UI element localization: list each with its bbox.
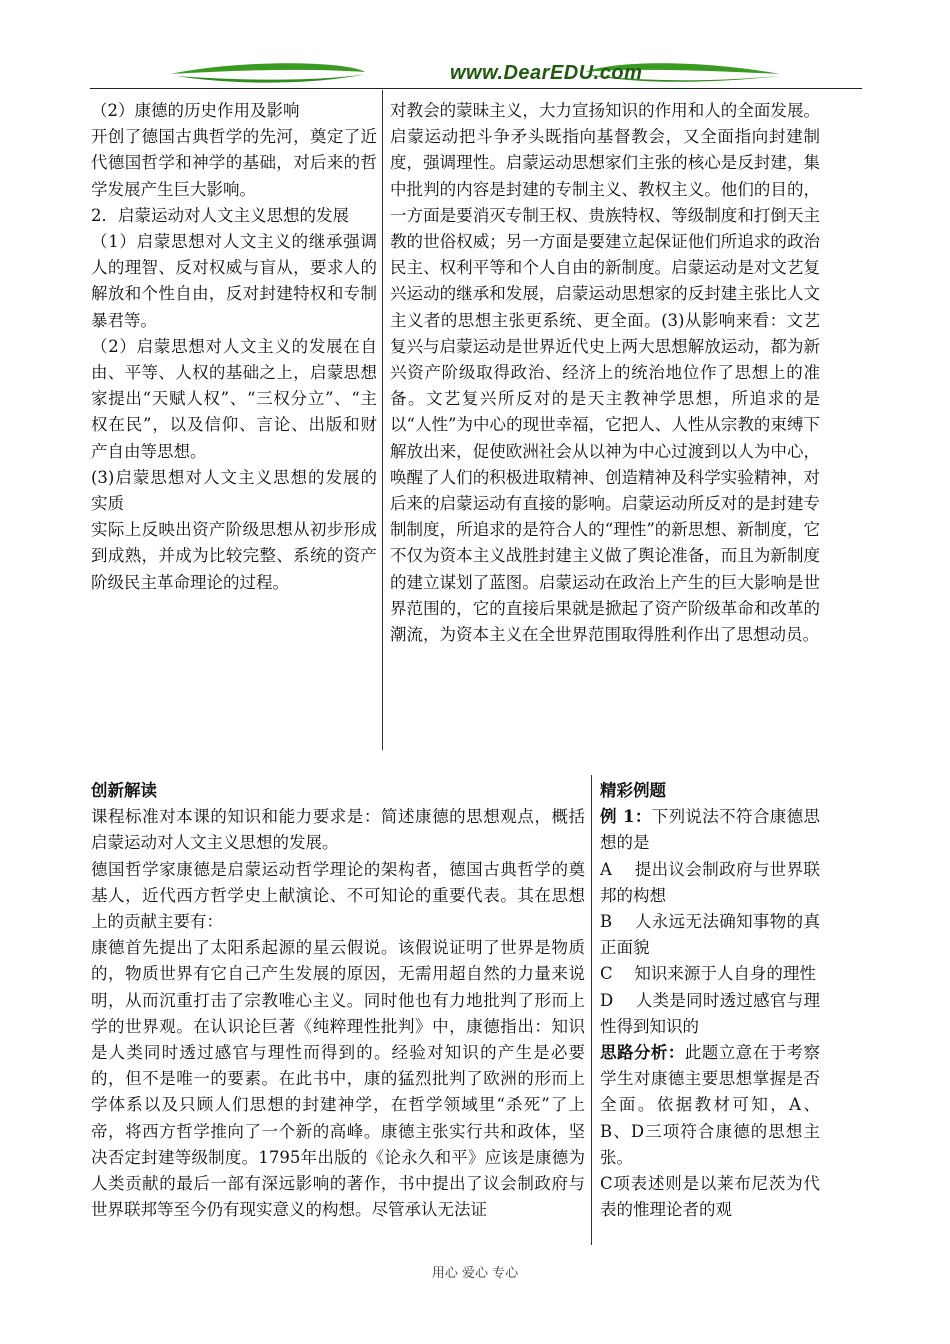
example-question (600, 804, 820, 856)
option-a: A 提出议会制政府与世界联邦的构想 (600, 859, 820, 905)
paragraph: C项表述则是以莱布尼茨为代表的惟理论者的观 (600, 1174, 820, 1220)
example-text: 下列说法不符合康德思想的是 (600, 807, 821, 853)
column-divider (382, 90, 383, 750)
paragraph: 课程标准对本课的知识和能力要求是：简述康德的思想观点，概括启蒙运动对人文主义思想的发展。 (91, 807, 585, 853)
paragraph: 德国哲学家康德是启蒙运动哲学理论的架构者，德国古典哲学的奠基人，近代西方哲学史上献演论、不可知论的重要代表。其在思想上的贡献主要有： (91, 859, 585, 932)
subheading: (3)启蒙思想对人文主义思想的发展的实质 (91, 467, 377, 514)
section-heading: 2．启蒙运动对人文主义思想的发展 (91, 205, 349, 225)
paragraph: 康德首先提出了太阳系起源的星云假说。该假说证明了世界是物质的，物质世界有它自己产生发展的原因，无需用超自然的力量来说明，从而沉重打击了宗教唯心主义。同时他也有力地批判了形而上学的世界观。在认识论巨著《纯粹理性批判》中，康德指出：知识是人类同时透过感官与理性而得到的。经验对知识的产生是必要的，但不是唯一的要素。在此书中，康的猛烈批判了欧洲的形而上学体系以及只顾人们思想的封建神学，在哲学领域里“杀死”了上帝，将西方哲学推向了一个新的高峰。康德主张实行共和政体，坚决否定封建等级制度。1795年出版的《论永久和平》应该是康德为人类贡献的最后一部有深远影响的著作，书中提出了议会制政府与世界联邦等至今仍有现实意义的构想。尽管承认无法证 (91, 938, 585, 1220)
option-c: C 知识来源于人自身的理性 (600, 964, 816, 984)
site-logo-text: www.DearEDU.com (450, 62, 643, 84)
paragraph: 实际上反映出资产阶级思想从初步形成到成熟，并成为比较完整、系统的资产阶级民主革命理论的过程。 (91, 520, 377, 592)
paragraph: （2）启蒙思想对人文主义的发展在自由、平等、人权的基础之上，启蒙思想家提出“天赋人权”、“三权分立”、“主权在民”，以及信仰、言论、出版和财产自由等思想。 (91, 336, 377, 461)
example-label: 例 1： (600, 807, 652, 827)
paragraph: （1）启蒙思想对人文主义的继承强调人的理智、反对权威与盲从，要求人的解放和个性自由，反对封建特权和专制暴君等。 (91, 232, 377, 330)
section-heading-examples: 精彩例题 (600, 781, 666, 800)
paragraph: 开创了德国古典哲学的先河，奠定了近代德国哲学和神学的基础，对后来的哲学发展产生巨大影响。 (91, 127, 377, 199)
paragraph: 对教会的蒙昧主义，大力宣扬知识的作用和人的全面发展。启蒙运动把斗争矛头既指向基督教会，又全面指向封建制度，强调理性。启蒙运动思想家们主张的核心是反封建，集中批判的内容是封建的专制主义、教权主义。他们的目的，一方面是要消灭专制王权、贵族特权、等级制度和打倒天主教的世俗权威；另一方面是要建立起保证他们所追求的政治民主、权利平等和个人自由的新制度。启蒙运动是对文艺复兴运动的继承和发展，启蒙运动思想家的反封建主张比人文主义者的思想主张更系统、更全面。(3)从影响来看：文艺复兴与启蒙运动是世界近代史上两大思想解放运动，都为新兴资产阶级取得政治、经济上的统治地位作了思想上的准备。文艺复兴所反对的是天主教神学思想，所追求的是以“人性”为中心的现世幸福，它把人、人性从宗教的束缚下解放出来，促使欧洲社会从以神为中心过渡到以人为中心，唤醒了人们的积极进取精神、创造精神及科学实验精神，对后来的启蒙运动有直接的影响。启蒙运动所反对的是封建专制制度，所追求的是符合人的“理性”的新思想、新制度，它不仅为资本主义战胜封建主义做了舆论准备，而且为新制度的建立谋划了蓝图。启蒙运动在政治上产生的巨大影响是世界范围的，它的直接后果就是掀起了资产阶级革命和改革的潮流，为资本主义在全世界范围取得胜利作出了思想动员。 (390, 101, 820, 645)
top-left-column (91, 98, 377, 596)
section-heading-innovation: 创新解读 (91, 781, 157, 800)
analysis-label: 思路分析： (600, 1043, 685, 1063)
subheading-kant-influence: （2）康德的历史作用及影响 (91, 101, 300, 120)
option-b: B 人永远无法确知事物的真正面貌 (600, 912, 820, 958)
option-d: D 人类是同时透过感官与理性得到知识的 (600, 990, 820, 1036)
analysis-text: 此题立意在于考察学生对康德主要思想掌握是否全面。依据教材可知，A、B、D三项符合康德的思想主张。 (600, 1043, 821, 1167)
innovation-interpretation-section (91, 778, 585, 1223)
column-divider (591, 775, 592, 1245)
page-header (90, 52, 862, 92)
top-right-column (390, 98, 820, 648)
header-rule (90, 88, 862, 89)
example-section (600, 778, 820, 1223)
analysis (600, 1040, 820, 1171)
page-footer: 用心 爱心 专心 (431, 1266, 519, 1281)
